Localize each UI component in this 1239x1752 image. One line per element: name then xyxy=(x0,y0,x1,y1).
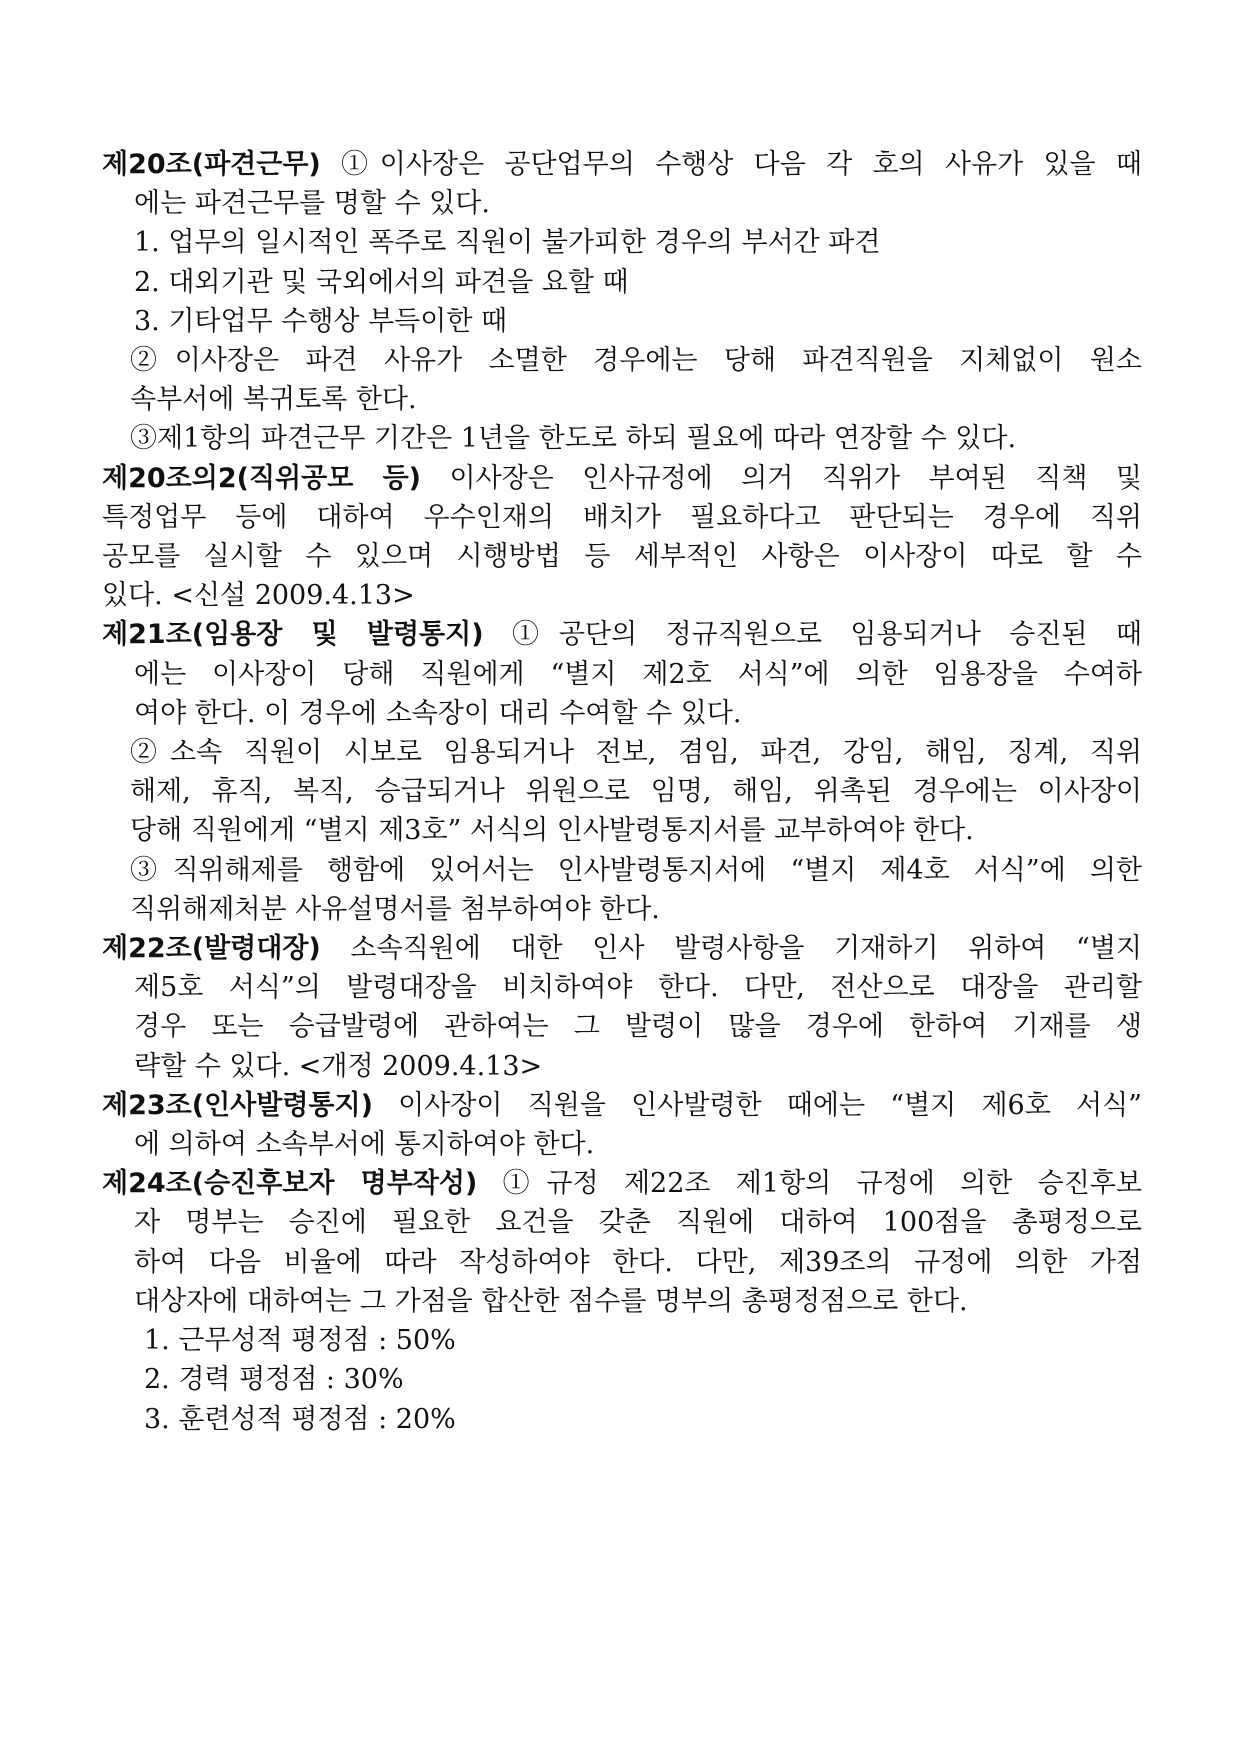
article-24-title: 제24조(승진후보자 명부작성) xyxy=(102,1168,478,1200)
article-20-line-2: 에는 파견근무를 명할 수 있다. xyxy=(134,188,490,220)
list-item: 3. 기타업무 수행상 부득이한 때 xyxy=(134,305,508,337)
article-21-line-1: 제21조(임용장 및 발령통지) ①공단의 정규직원으로 임용되거나 승진된 때 xyxy=(102,619,1143,651)
article-20-paragraph-2: ②이사장은 파견 사유가 소멸한 경우에는 당해 파견직원을 지체없이 원소 속부서에 복귀토록 한다. xyxy=(130,345,1142,416)
article-24: 제24조(승진후보자 명부작성) ①규정 제22조 제1항의 규정에 의한 승진후보 자 명부는 승진에 필요한 요건을 갖춘 직원에 대하여 100점을 총평정으로 하여 다음 비율에 따라 작성하여야 한다. 다만, 제39조의 규정에 의한 가점 대상자에 대하여는 그 가점을 합산한 점수를 명부의 총평정점으로 한다. 1. 근무성적 평정점 : 50% 2. 경력 평정점 : 30% 3. 훈련성적 평정점 : 20% xyxy=(102,1164,1142,1438)
article-23: 제23조(인사발령통지) 이사장이 직원을 인사발령한 때에는 “별지 제6호 서식” 에 의하여 소속부서에 통지하여야 한다. xyxy=(102,1086,1142,1164)
article-20-title: 제20조(파견근무) xyxy=(102,149,321,180)
article-20-2-line-1: 제20조의2(직위공모 등) 이사장은 인사규정에 의거 직위가 부여된 직책 및 xyxy=(102,462,1142,494)
list-item: 1. 업무의 일시적인 폭주로 직원이 불가피한 경우의 부서간 파견 xyxy=(134,227,881,259)
article-23-line-1: 제23조(인사발령통지) 이사장이 직원을 인사발령한 때에는 “별지 제6호 서식” xyxy=(102,1089,1142,1121)
article-22: 제22조(발령대장) 소속직원에 대한 인사 발령사항을 기재하기 위하여 “별지 제5호 서식”의 발령대장을 비치하여야 한다. 다만, 전산으로 대장을 관리할 경우 또는 승급발령에 관하여는 그 발령이 많을 경우에 한하여 기재를 생 략할 수 있다. <개정 2009.4.13> xyxy=(102,929,1142,1086)
article-20-2: 제20조의2(직위공모 등) 이사장은 인사규정에 의거 직위가 부여된 직책 및 특정업무 등에 대하여 우수인재의 배치가 필요하다고 판단되는 경우에 직위 공모를 실시할 수 있으며 시행방법 등 세부적인 사항은 이사장이 따로 할 수 있다. <신설 2009.4.13> xyxy=(102,459,1142,616)
article-22-line-1: 제22조(발령대장) 소속직원에 대한 인사 발령사항을 기재하기 위하여 “별지 xyxy=(102,933,1142,965)
article-22-title: 제22조(발령대장) xyxy=(102,933,321,965)
article-20-line-1: 제20조(파견근무) ①이사장은 공단업무의 수행상 다음 각 호의 사유가 있을 때 xyxy=(102,149,1142,180)
list-item: 2. 경력 평정점 : 30% xyxy=(144,1364,404,1396)
article-21-paragraph-2: ②소속 직원이 시보로 임용되거나 전보, 겸임, 파견, 강임, 해임, 징계, 직위 해제, 휴직, 복직, 승급되거나 위원으로 임명, 해임, 위촉된 경우에는 이사장이 당해 직원에게 “별지 제3호” 서식의 인사발령통지서를 교부하여야 한다. xyxy=(130,737,1142,847)
article-20-paragraph-3: ③제1항의 파견근무 기간은 1년을 한도로 하되 필요에 따라 연장할 수 있다. xyxy=(130,423,1017,455)
document-body xyxy=(102,145,1142,1439)
list-item: 2. 대외기관 및 국외에서의 파견을 요할 때 xyxy=(134,266,629,298)
article-24-line-1: 제24조(승진후보자 명부작성) ①규정 제22조 제1항의 규정에 의한 승진후보 xyxy=(102,1168,1143,1200)
article-21: 제21조(임용장 및 발령통지) ①공단의 정규직원으로 임용되거나 승진된 때 에는 이사장이 당해 직원에게 “별지 제2호 서식”에 의한 임용장을 수여하 여야 한다. 이 경우에 소속장이 대리 수여할 수 있다. ②소속 직원이 시보로 임용되거나 전보, 겸임, 파견, 강임, 해임, 징계, 직위 해제, 휴직, 복직, 승급되거나 위원으로 임명, 해임, 위촉된 경우에는 이사장이 당해 직원에게 “별지 제3호” 서식의 인사발령통지서를 교부하여야 한다. ③직위해제를 행함에 있어서는 인사발령통지서에 “별지 제4호 서식”에 의한 직위해제처분 사유설명서를 첨부하여야 한다. xyxy=(102,615,1142,929)
article-20 xyxy=(102,145,1142,459)
article-21-paragraph-3: ③직위해제를 행함에 있어서는 인사발령통지서에 “별지 제4호 서식”에 의한 직위해제처분 사유설명서를 첨부하여야 한다. xyxy=(130,854,1142,925)
article-23-title: 제23조(인사발령통지) xyxy=(102,1089,373,1121)
article-21-title: 제21조(임용장 및 발령통지) xyxy=(102,619,484,651)
list-item: 1. 근무성적 평정점 : 50% xyxy=(144,1325,456,1357)
list-item: 3. 훈련성적 평정점 : 20% xyxy=(144,1403,456,1435)
article-20-2-title: 제20조의2(직위공모 등) xyxy=(102,462,421,494)
